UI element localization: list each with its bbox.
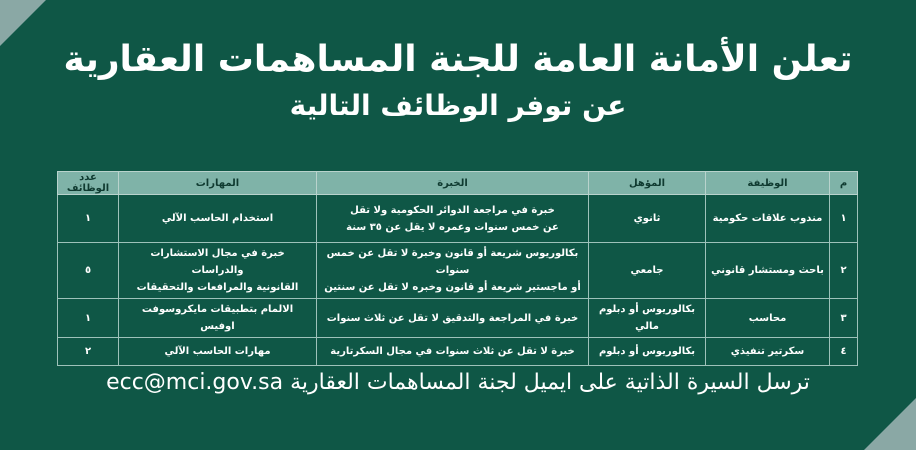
cell-job: باحث ومستشار قانوني (706, 243, 830, 299)
header-experience: الخبرة (317, 172, 589, 195)
footer-contact (0, 368, 916, 398)
header-num: م (830, 172, 858, 195)
cell-num: ١ (830, 195, 858, 243)
cell-experience (317, 299, 589, 338)
cell-count: ١ (58, 299, 119, 338)
cell-line: مهارات الحاسب الآلي (164, 346, 271, 357)
table-row (58, 243, 858, 299)
cell-count: ٥ (58, 243, 119, 299)
table-row (58, 195, 858, 243)
table-row (58, 338, 858, 366)
announcement-subtitle: عن توفر الوظائف التالية (289, 89, 627, 122)
header-job: الوظيفة (706, 172, 830, 195)
header-skills: المهارات (119, 172, 317, 195)
corner-decoration-bottom-right (864, 398, 916, 450)
cell-job: محاسب (706, 299, 830, 338)
cell-line: استخدام الحاسب الآلي (161, 213, 274, 224)
jobs-table (57, 171, 858, 366)
cell-line: خبرة لا تقل عن ثلاث سنوات في مجال السكرتارية (330, 346, 575, 357)
cell-line: عن خمس سنوات وعمره لا يقل عن ٣٥ سنة (346, 221, 559, 233)
table-header-row (58, 172, 858, 195)
cell-line: أو ماجستير شريعة أو قانون وخبره لا تقل عن سنتين (324, 282, 581, 293)
cell-qualification: جامعي (589, 243, 706, 299)
cell-skills (119, 195, 317, 243)
header-count: عدد الوظائف (58, 172, 119, 195)
cell-qualification: ثانوي (589, 195, 706, 243)
cell-line: خبرة في المراجعة والتدقيق لا تقل عن ثلاث سنوات (326, 312, 579, 324)
cell-experience (317, 195, 589, 243)
cell-num: ٤ (830, 338, 858, 366)
cell-count: ١ (58, 195, 119, 243)
cell-count: ٢ (58, 338, 119, 366)
cell-num: ٢ (830, 243, 858, 299)
header-qualification: المؤهل (589, 172, 706, 195)
table-row (58, 299, 858, 338)
cell-skills (119, 243, 317, 299)
cell-skills (119, 338, 317, 366)
cell-job: مندوب علاقات حكومية (706, 195, 830, 243)
cell-line: الالمام بتطبيقات مايكروسوفت اوفيس (141, 304, 294, 332)
cell-skills (119, 299, 317, 338)
cell-job: سكرتير تنفيذي (706, 338, 830, 366)
cell-experience (317, 243, 589, 299)
cell-line: القانونية والمرافعات والتحقيقات (136, 282, 299, 293)
cell-line: بكالوريوس شريعة أو قانون وخبرة لا تقل عن خمس سنوات (326, 248, 579, 276)
cell-experience (317, 338, 589, 366)
cell-qualification: بكالوريوس أو دبلوم (589, 338, 706, 366)
cell-line: خبرة في مراجعة الدوائر الحكومية ولا تقل (350, 204, 555, 216)
cell-qualification: بكالوريوس أو دبلوم مالي (589, 299, 706, 338)
announcement-title: تعلن الأمانة العامة للجنة المساهمات العقارية (63, 39, 853, 80)
email-link[interactable]: ecc@mci.gov.sa (106, 370, 284, 395)
cell-line: خبرة في مجال الاستشارات والدراسات (150, 248, 285, 276)
cell-num: ٣ (830, 299, 858, 338)
footer-text: ترسل السيرة الذاتية على ايميل لجنة المساهمات العقارية (290, 370, 810, 395)
